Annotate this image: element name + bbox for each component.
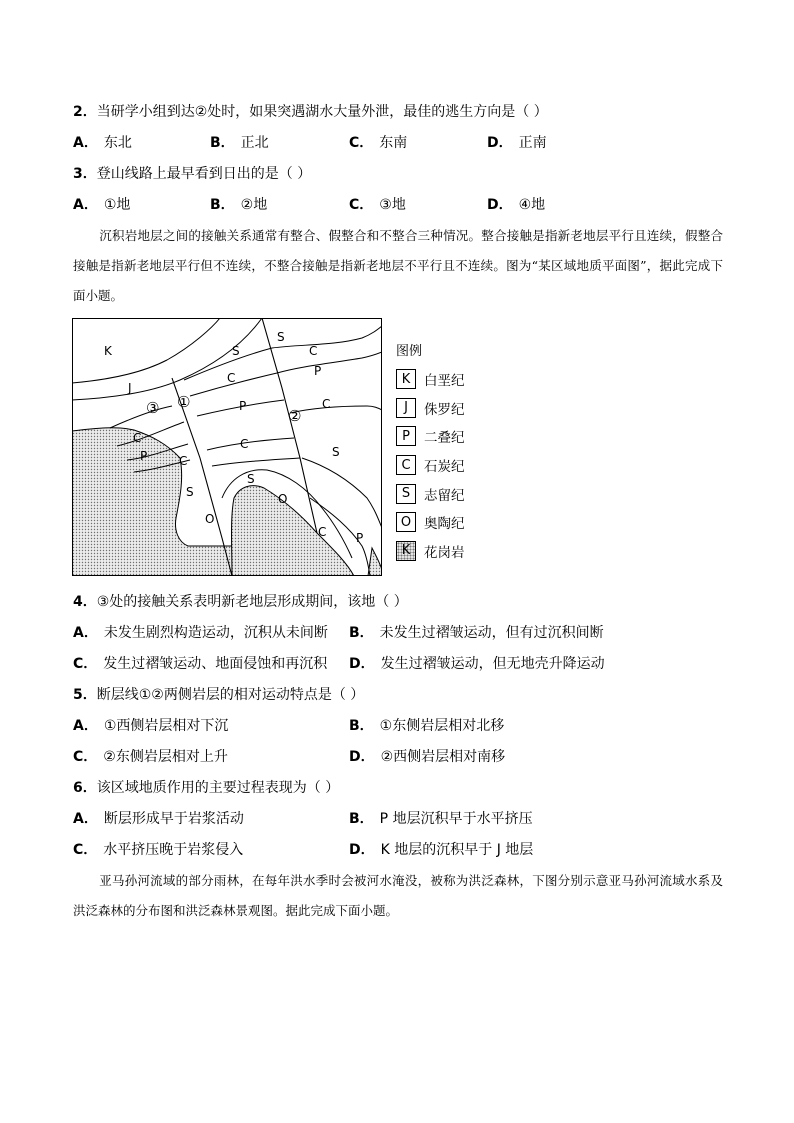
option-key: C． bbox=[349, 197, 374, 213]
option-text: 未发生过褶皱运动，但有过沉积间断 bbox=[379, 625, 604, 641]
option-text: 正北 bbox=[240, 135, 269, 151]
option-d[interactable] bbox=[349, 839, 533, 859]
map-label: S bbox=[232, 344, 240, 358]
option-c[interactable] bbox=[349, 194, 406, 214]
legend-label: 白垩纪 bbox=[424, 373, 465, 390]
question-number: 5． bbox=[73, 687, 97, 703]
boundary-jc bbox=[72, 318, 262, 400]
option-text: P 地层沉积早于水平挤压 bbox=[379, 811, 533, 827]
map-label: C bbox=[240, 437, 249, 451]
option-text: 东南 bbox=[379, 135, 408, 151]
legend-symbol: K bbox=[396, 369, 416, 389]
question-5 bbox=[73, 684, 364, 704]
map-label: C bbox=[318, 525, 327, 539]
option-c[interactable] bbox=[349, 132, 407, 152]
option-key: B． bbox=[349, 718, 374, 734]
legend-symbol: J bbox=[396, 398, 416, 418]
option-key: B． bbox=[349, 811, 374, 827]
legend-symbol: P bbox=[396, 426, 416, 446]
map-label: C bbox=[309, 344, 318, 358]
map-label: C bbox=[133, 431, 142, 445]
map-label: O bbox=[205, 512, 215, 526]
option-key: A． bbox=[73, 625, 98, 641]
option-c[interactable] bbox=[73, 653, 327, 673]
granite-region-left bbox=[72, 428, 235, 576]
option-key: B． bbox=[349, 625, 374, 641]
legend-label: 侏罗纪 bbox=[424, 401, 465, 418]
legend-label: 二叠纪 bbox=[424, 430, 465, 447]
passage-text: 亚马孙河流域的部分雨林，在每年洪水季时会被河水淹没，被称为洪泛森林，下图分别示意亚马孙河流域水系及洪泛森林的分布图和洪泛森林景观图。据此完成下面小题。 bbox=[73, 873, 723, 918]
map-label: C bbox=[227, 371, 236, 385]
western-band-1 bbox=[110, 406, 172, 428]
option-key: B． bbox=[210, 197, 235, 213]
legend-item-s bbox=[396, 479, 465, 508]
question-text: 断层线①②两侧岩层的相对运动特点是（ ） bbox=[96, 687, 365, 703]
legend-item-o bbox=[396, 508, 465, 537]
question-3 bbox=[73, 163, 311, 183]
question-number: 3． bbox=[73, 166, 97, 182]
legend-item-j bbox=[396, 394, 465, 423]
option-key: A． bbox=[73, 135, 98, 151]
option-d[interactable] bbox=[349, 653, 605, 673]
question-text: 登山线路上最早看到日出的是（ ） bbox=[96, 166, 312, 182]
map-label: K bbox=[104, 344, 112, 358]
question-6 bbox=[73, 777, 339, 797]
option-d[interactable] bbox=[487, 132, 547, 152]
option-text: ②东侧岩层相对上升 bbox=[103, 749, 228, 765]
question-4 bbox=[73, 591, 408, 611]
geology-map bbox=[72, 318, 384, 578]
option-key: D． bbox=[487, 135, 513, 151]
map-label: S bbox=[332, 445, 340, 459]
option-c[interactable] bbox=[73, 839, 243, 859]
map-label: J bbox=[128, 381, 132, 395]
legend-symbol: K bbox=[396, 541, 416, 561]
option-key: C． bbox=[73, 749, 98, 765]
option-key: C． bbox=[349, 135, 374, 151]
map-legend bbox=[396, 340, 465, 565]
passage-text: 沉积岩地层之间的接触关系通常有整合、假整合和不整合三种情况。整合接触是指新老地层平行且连续，假整合接触是指新老地层平行但不连续，不整合接触是指新老地层不平行且不连续。图为“某区域地质平面图”，据此完成下面小题。 bbox=[73, 228, 723, 303]
option-text: 正南 bbox=[518, 135, 547, 151]
legend-item-granite bbox=[396, 537, 465, 566]
option-a[interactable] bbox=[73, 194, 130, 214]
question-text: ③处的接触关系表明新老地层形成期间，该地（ ） bbox=[96, 594, 408, 610]
option-key: A． bbox=[73, 718, 98, 734]
option-a[interactable] bbox=[73, 715, 228, 735]
central-band-4 bbox=[207, 438, 294, 450]
option-text: 东北 bbox=[103, 135, 132, 151]
passage-geology bbox=[73, 221, 723, 311]
map-label: S bbox=[186, 485, 194, 499]
option-text: ④地 bbox=[518, 197, 546, 213]
map-label: C bbox=[322, 397, 331, 411]
question-number: 4． bbox=[73, 594, 97, 610]
option-text: ②地 bbox=[240, 197, 268, 213]
option-a[interactable] bbox=[73, 808, 244, 828]
legend-symbol: S bbox=[396, 484, 416, 504]
question-number: 6． bbox=[73, 780, 97, 796]
option-text: 发生过褶皱运动，但无地壳升降运动 bbox=[380, 656, 605, 672]
legend-item-k bbox=[396, 365, 465, 394]
legend-item-p bbox=[396, 422, 465, 451]
question-2 bbox=[73, 101, 548, 121]
question-text: 当研学小组到达②处时，如果突遇湖水大量外泄，最佳的逃生方向是（ ） bbox=[96, 104, 548, 120]
passage-amazon bbox=[73, 866, 723, 926]
option-text: ③地 bbox=[379, 197, 406, 213]
option-d[interactable] bbox=[487, 194, 545, 214]
option-b[interactable] bbox=[349, 808, 533, 828]
option-c[interactable] bbox=[73, 746, 228, 766]
map-label: ① bbox=[177, 393, 191, 411]
granite-dome bbox=[232, 486, 355, 576]
option-a[interactable] bbox=[73, 622, 328, 642]
legend-label: 奥陶纪 bbox=[424, 516, 465, 533]
map-label: P bbox=[140, 449, 148, 463]
legend-label: 花岗岩 bbox=[424, 544, 465, 561]
option-text: K 地层的沉积早于 J 地层 bbox=[380, 842, 534, 858]
option-key: C． bbox=[73, 842, 98, 858]
map-label: S bbox=[277, 330, 285, 344]
legend-label: 志留纪 bbox=[424, 487, 465, 504]
boundary-kj bbox=[72, 318, 220, 383]
option-d[interactable] bbox=[349, 746, 505, 766]
option-a[interactable] bbox=[73, 132, 132, 152]
option-key: D． bbox=[487, 197, 513, 213]
option-key: A． bbox=[73, 811, 98, 827]
map-label: C bbox=[179, 454, 188, 468]
map-label: O bbox=[278, 492, 288, 506]
question-number: 2． bbox=[73, 104, 97, 120]
legend-title: 图例 bbox=[396, 344, 423, 359]
option-text: 未发生剧烈构造运动，沉积从未间断 bbox=[103, 625, 328, 641]
map-label: P bbox=[356, 531, 364, 545]
eastern-band-3 bbox=[290, 406, 382, 413]
legend-symbol: O bbox=[396, 512, 416, 532]
option-text: ②西侧岩层相对南移 bbox=[380, 749, 506, 765]
map-label: ② bbox=[288, 407, 302, 425]
legend-symbol: C bbox=[396, 455, 416, 475]
map-label: P bbox=[314, 364, 322, 378]
question-text: 该区域地质作用的主要过程表现为（ ） bbox=[96, 780, 340, 796]
option-b[interactable] bbox=[349, 622, 604, 642]
granite-region-right bbox=[368, 548, 382, 576]
option-b[interactable] bbox=[210, 132, 269, 152]
map-label: P bbox=[239, 399, 247, 413]
option-text: 断层形成早于岩浆活动 bbox=[103, 811, 244, 827]
option-b[interactable] bbox=[210, 194, 267, 214]
option-key: D． bbox=[349, 656, 375, 672]
eastern-band-2 bbox=[277, 352, 382, 373]
option-key: D． bbox=[349, 842, 375, 858]
option-key: C． bbox=[73, 656, 98, 672]
option-key: D． bbox=[349, 749, 375, 765]
map-label: S bbox=[247, 472, 255, 486]
option-text: ①地 bbox=[103, 197, 131, 213]
legend-item-c bbox=[396, 451, 465, 480]
option-text: 水平挤压晚于岩浆侵入 bbox=[103, 842, 244, 858]
option-text: ①西侧岩层相对下沉 bbox=[103, 718, 229, 734]
option-text: 发生过褶皱运动、地面侵蚀和再沉积 bbox=[103, 656, 328, 672]
map-label: ③ bbox=[146, 399, 160, 417]
option-key: A． bbox=[73, 197, 98, 213]
legend-label: 石炭纪 bbox=[424, 459, 465, 476]
option-b[interactable] bbox=[349, 715, 504, 735]
eastern-band-1 bbox=[272, 326, 382, 348]
option-key: B． bbox=[210, 135, 235, 151]
central-band-5 bbox=[212, 458, 300, 466]
option-text: ①东侧岩层相对北移 bbox=[379, 718, 505, 734]
